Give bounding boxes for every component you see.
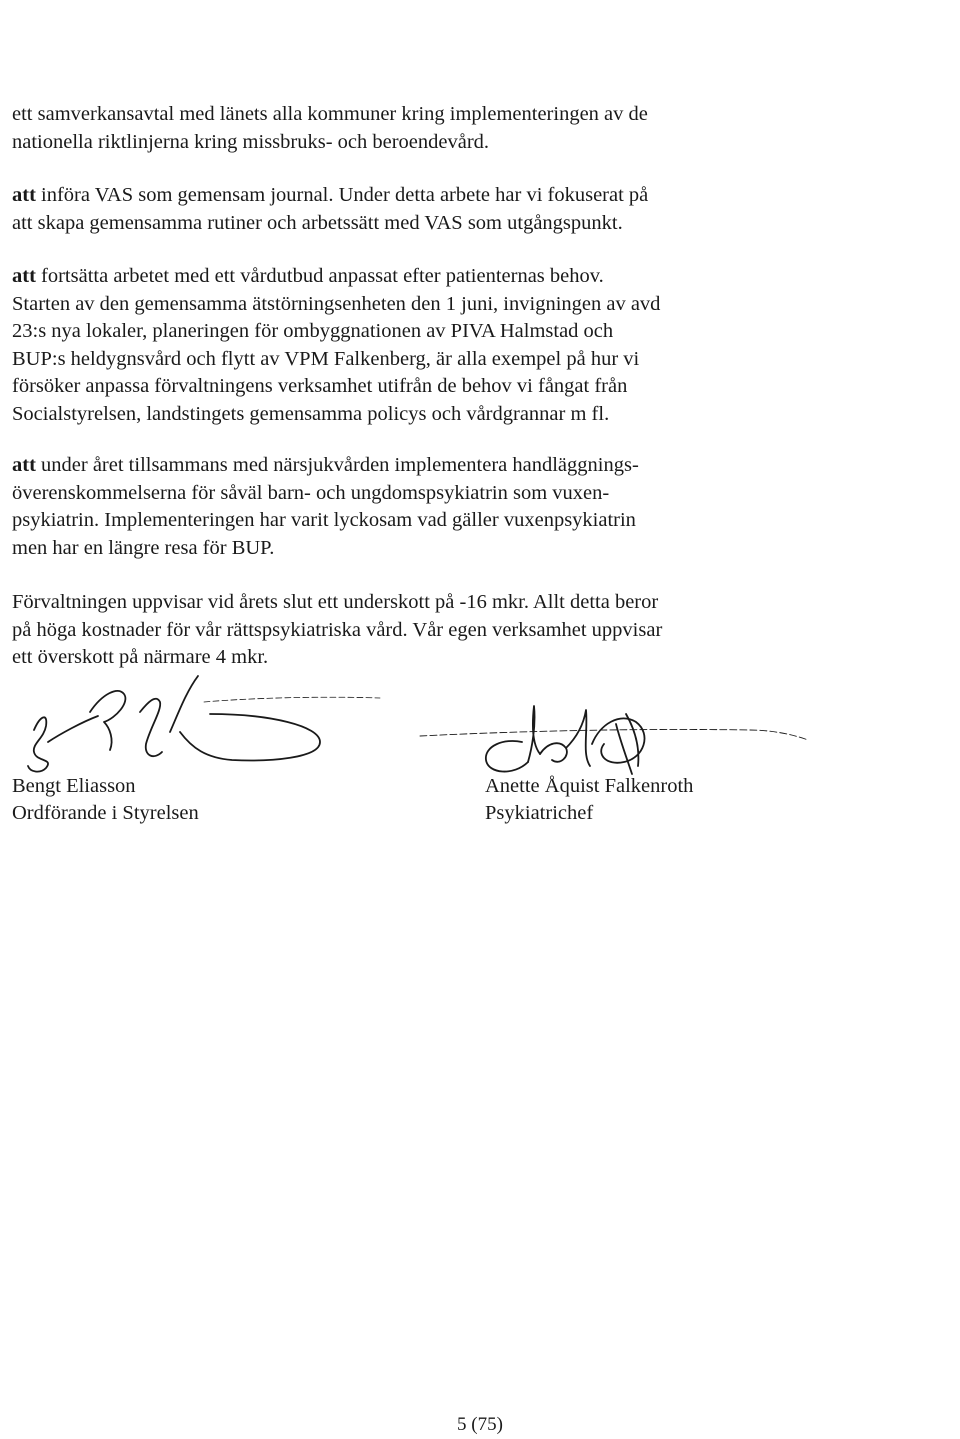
text-line: Förvaltningen uppvisar vid årets slut ett underskott på -16 mkr. Allt detta beror (12, 591, 659, 613)
keyword-att: att (12, 184, 36, 206)
text-line: nationella riktlinjerna kring missbruks- och beroendevård. (12, 130, 490, 153)
text-line: men har en längre resa för BUP. (12, 536, 275, 559)
signatory-title: Ordförande i Styrelsen (12, 802, 199, 824)
signature-block-chairman (12, 773, 199, 827)
text-line: 23:s nya lokaler, planeringen för ombyggnationen av PIVA Halmstad och (12, 320, 614, 342)
text-line: BUP:s heldygnsvård och flytt av VPM Falkenberg, är alla exempel på hur vi (12, 347, 640, 370)
signatory-title: Psykiatrichef (485, 802, 594, 824)
text-line: Socialstyrelsen, landstingets gemensamma policys och vårdgrannar m fl. (12, 402, 610, 425)
text-line: försöker anpassa förvaltningens verksamhet utifrån de behov vi fångat från (12, 375, 628, 397)
text-line-rest: fortsätta arbetet med ett vårdutbud anpassat efter patienternas behov. (35, 265, 604, 287)
text-line: att skapa gemensamma rutiner och arbetssätt med VAS som utgångspunkt. (12, 211, 623, 234)
text-line (12, 452, 772, 480)
text-line: på höga kostnader för vår rättspsykiatriska vård. Vår egen verksamhet uppvisar (12, 618, 663, 641)
signature-block-psychiatry-chief (485, 773, 693, 827)
paragraph-samverkansavtal (12, 101, 772, 156)
text-line (12, 182, 772, 210)
text-line: ett överskott på närmare 4 mkr. (12, 646, 269, 668)
page-number: 5 (75) (457, 1414, 503, 1435)
paragraph-vas-journal (12, 182, 772, 237)
text-line-rest: under året tillsammans med närsjukvården implementera handläggnings- (35, 454, 639, 476)
paragraph-vardutbud (12, 263, 772, 428)
signatory-name: Bengt Eliasson (12, 775, 136, 797)
text-line (12, 263, 772, 291)
keyword-att: att (12, 265, 36, 287)
text-line: ett samverkansavtal med länets alla kommuner kring implementeringen av de (12, 103, 648, 125)
text-line: psykiatrin. Implementeringen har varit lyckosam vad gäller vuxenpsykiatrin (12, 509, 636, 531)
paragraph-ekonomi (12, 589, 772, 672)
signatory-name: Anette Åquist Falkenroth (485, 775, 694, 797)
text-line-rest: införa VAS som gemensam journal. Under detta arbete har vi fokuserat på (35, 184, 649, 206)
text-line: Starten av den gemensamma ätstörningsenheten den 1 juni, invigningen av avd (12, 292, 661, 315)
text-line: överenskommelserna för såväl barn- och ungdomspsykiatrin som vuxen- (12, 481, 610, 504)
signature-bengt-eliasson (20, 672, 390, 782)
keyword-att: att (12, 454, 36, 476)
paragraph-handlaggning (12, 452, 772, 562)
